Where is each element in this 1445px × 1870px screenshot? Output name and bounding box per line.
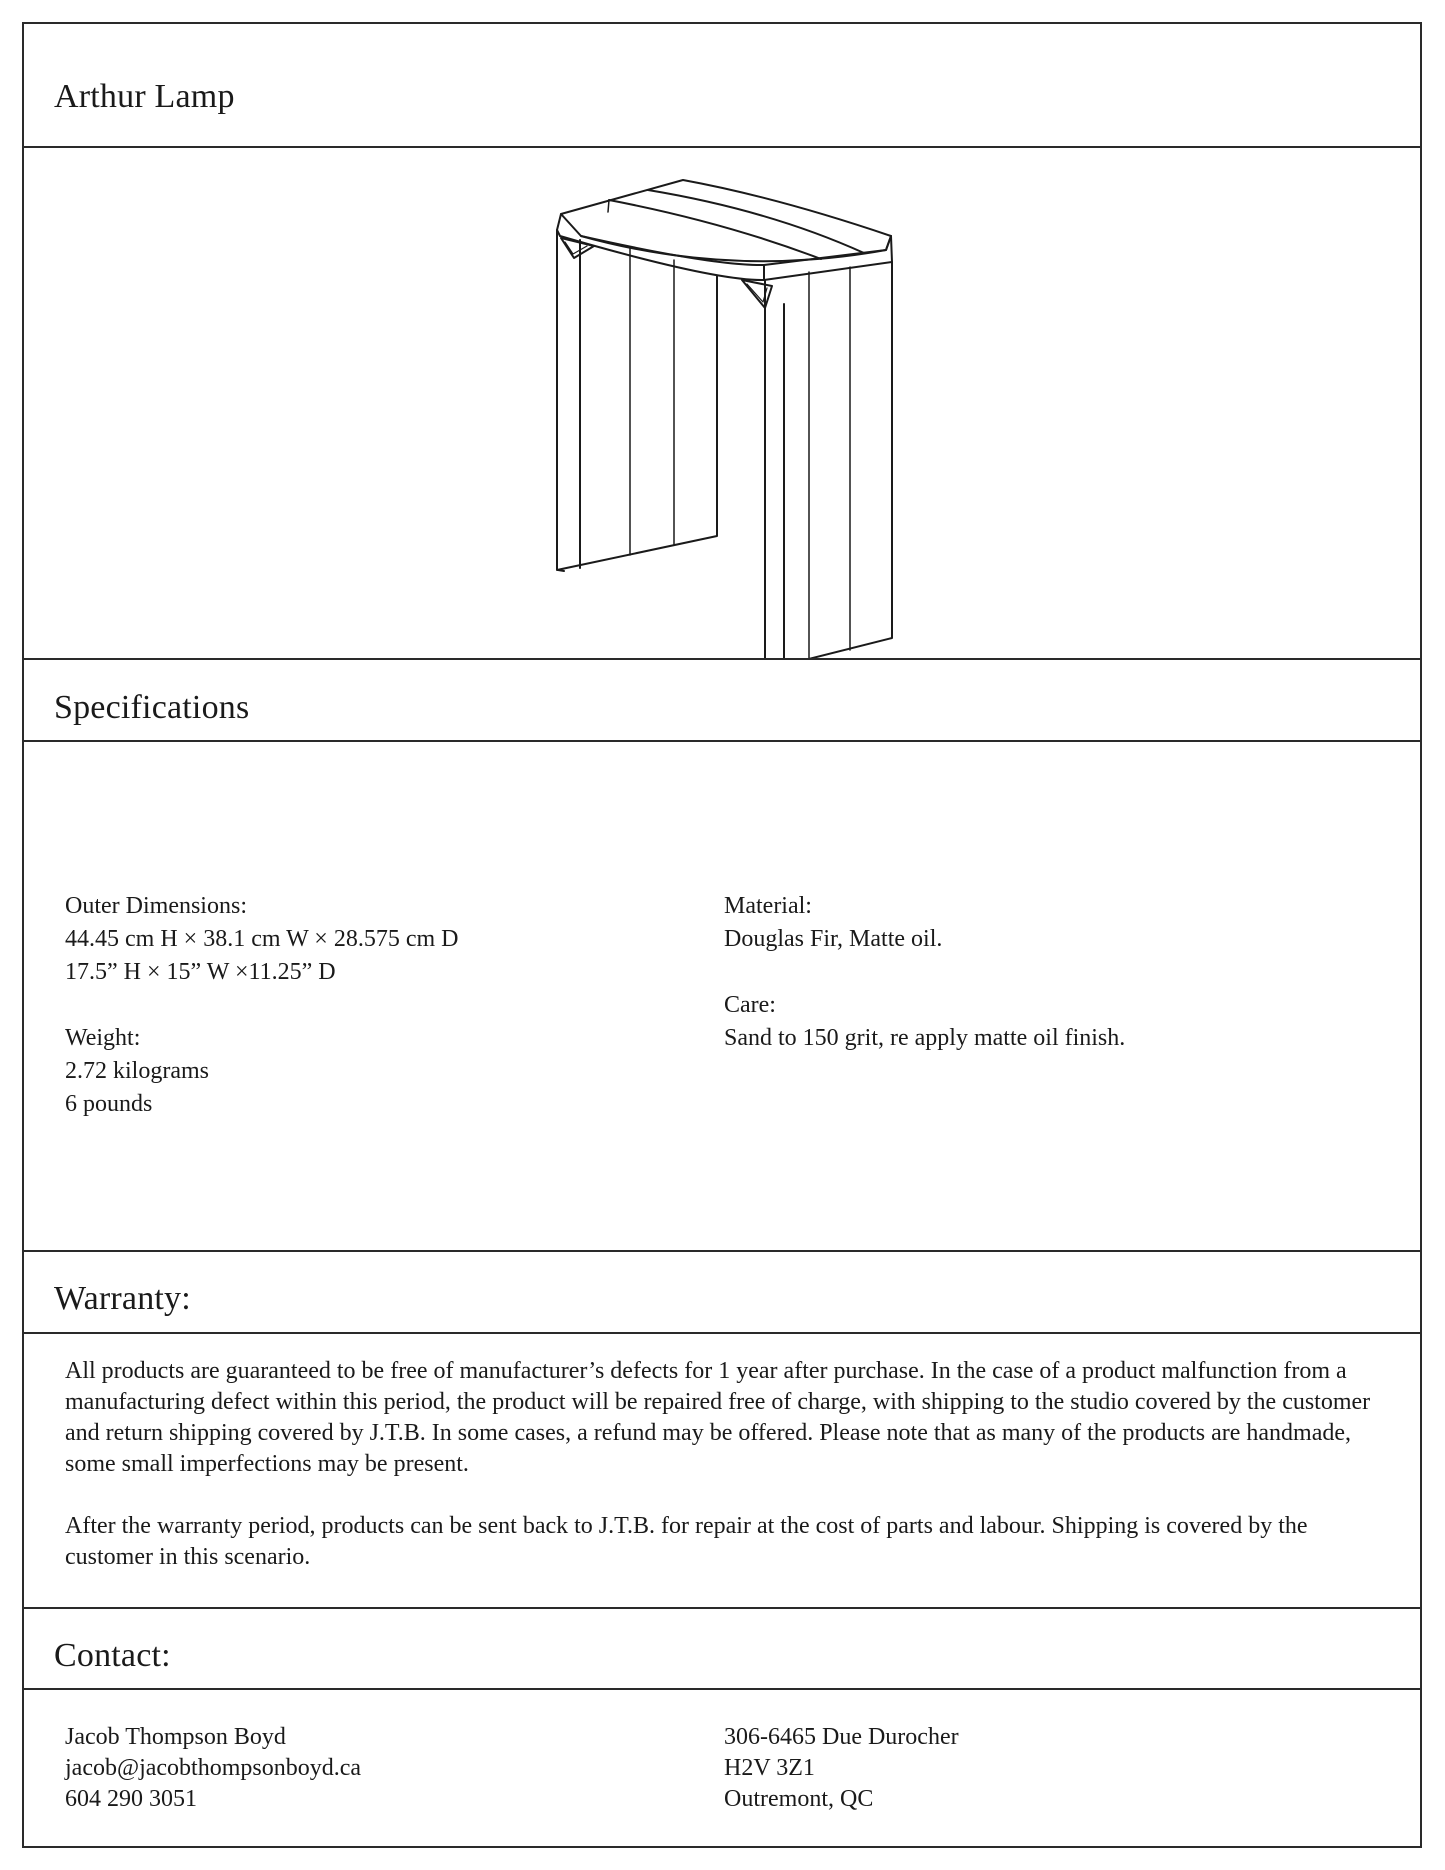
outer-dimensions-imperial: 17.5” H × 15” W ×11.25” D xyxy=(65,959,336,985)
care-label: Care: xyxy=(724,992,776,1018)
contact-name: Jacob Thompson Boyd xyxy=(65,1724,286,1750)
divider xyxy=(24,146,1420,148)
divider xyxy=(24,1250,1420,1252)
divider xyxy=(24,1332,1420,1334)
address-street: 306-6465 Due Durocher xyxy=(724,1724,959,1750)
care-value: Sand to 150 grit, re apply matte oil finish. xyxy=(724,1025,1126,1051)
material-label: Material: xyxy=(724,893,812,919)
contact-right-column xyxy=(724,1722,959,1815)
material-value: Douglas Fir, Matte oil. xyxy=(724,926,943,952)
product-title: Arthur Lamp xyxy=(54,78,235,115)
address-city: Outremont, QC xyxy=(724,1786,874,1812)
warranty-text xyxy=(65,1356,1395,1573)
contact-email[interactable]: jacob@jacobthompsonboyd.ca xyxy=(65,1755,362,1781)
lamp-drawing xyxy=(24,150,1420,658)
spec-left-column xyxy=(65,890,458,1121)
weight-kilograms: 2.72 kilograms xyxy=(65,1058,209,1084)
address-postal-code: H2V 3Z1 xyxy=(724,1755,815,1781)
contact-heading: Contact: xyxy=(54,1637,171,1674)
warranty-paragraph: All products are guaranteed to be free of manufacturer’s defects for 1 year after purchase. In the case of a product malfunction from a manufacturing defect within this period, the product will be repaired free of charge, with shipping to the studio covered by the customer and return shipping covered by J.T.B. In some cases, a refund may be offered. Please note that as many of the products are handmade, some small imperfections may be present. xyxy=(65,1358,1371,1477)
outer-dimensions-metric: 44.45 cm H × 38.1 cm W × 28.575 cm D xyxy=(65,926,459,952)
warranty-heading: Warranty: xyxy=(54,1280,191,1317)
divider xyxy=(24,1688,1420,1690)
divider xyxy=(24,658,1420,660)
specifications-heading: Specifications xyxy=(54,689,250,726)
contact-phone[interactable]: 604 290 3051 xyxy=(65,1786,197,1812)
divider xyxy=(24,740,1420,742)
contact-left-column xyxy=(65,1722,361,1815)
warranty-paragraph: After the warranty period, products can be sent back to J.T.B. for repair at the cost of parts and labour. Shipping is covered by the customer in this scenario. xyxy=(65,1513,1308,1570)
outer-dimensions-label: Outer Dimensions: xyxy=(65,893,247,919)
spec-right-column xyxy=(724,890,1125,1055)
weight-label: Weight: xyxy=(65,1025,141,1051)
weight-pounds: 6 pounds xyxy=(65,1091,153,1117)
divider xyxy=(24,1607,1420,1609)
spec-sheet xyxy=(22,22,1422,1848)
